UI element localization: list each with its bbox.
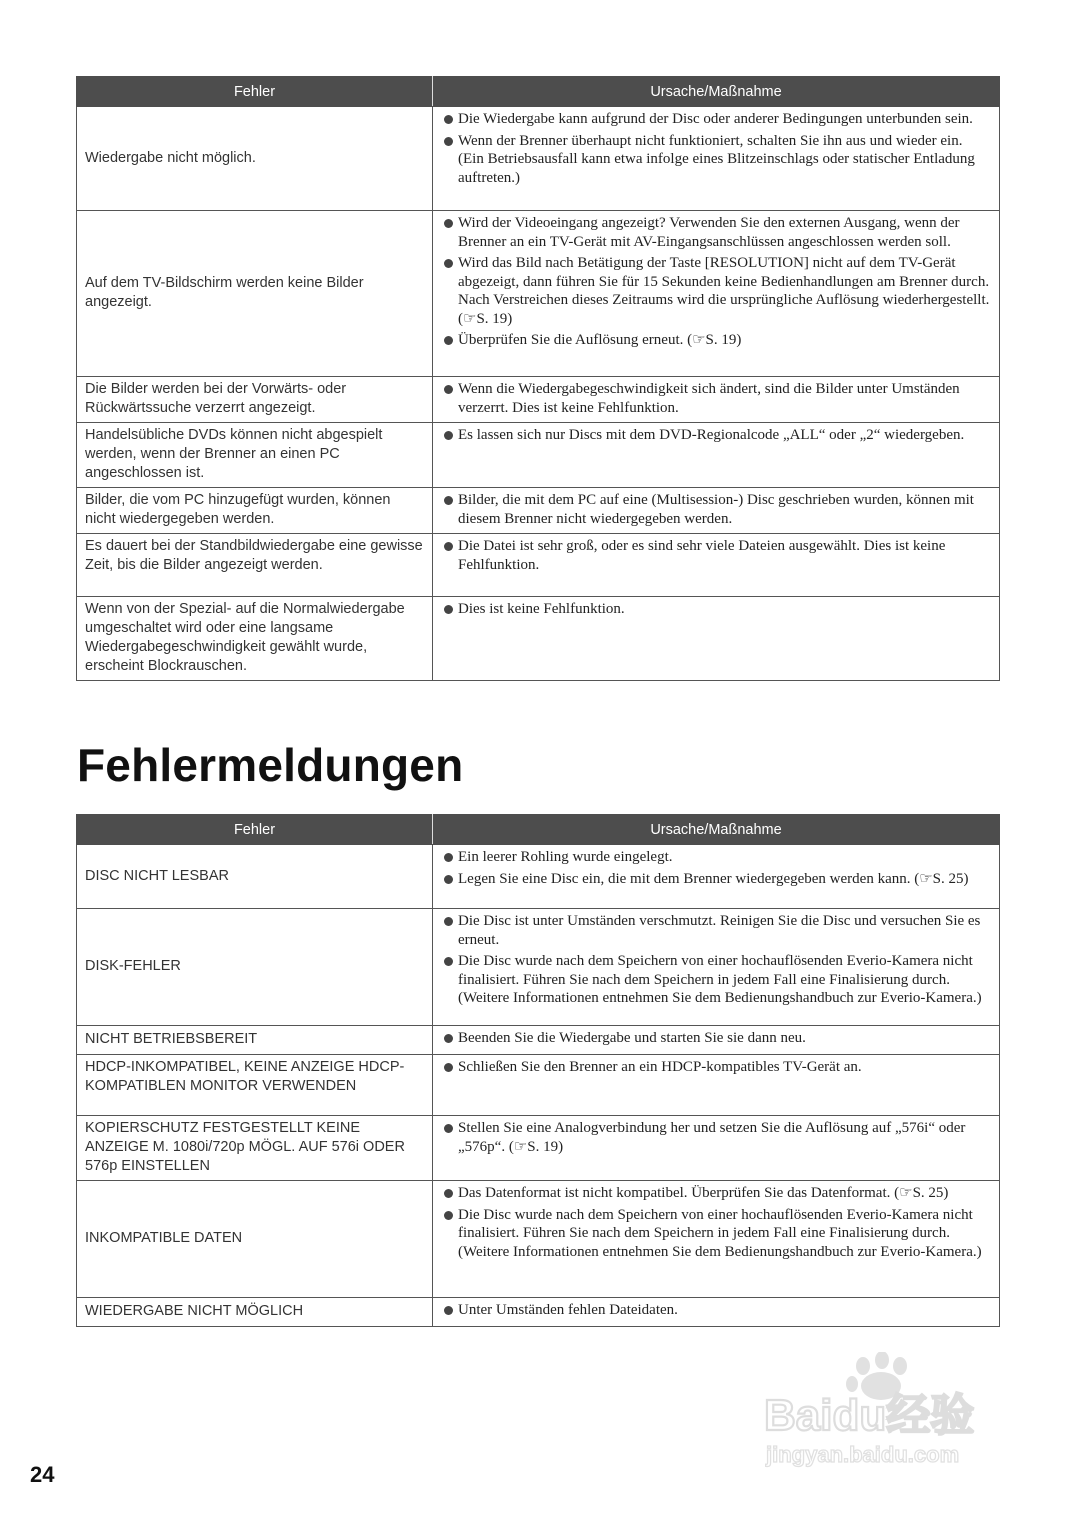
remedy-item: [441, 331, 991, 350]
bullet-icon: [444, 957, 453, 966]
table-row: [77, 597, 1000, 681]
remedy-cell: [433, 211, 1000, 377]
remedy-cell: [433, 597, 1000, 681]
table-row: [77, 211, 1000, 377]
remedy-item: [441, 491, 991, 528]
bullet-icon: [444, 219, 453, 228]
bullet-icon: [444, 1189, 453, 1198]
remedy-text: Unter Umständen fehlen Dateidaten.: [458, 1302, 678, 1318]
remedy-item: [441, 132, 991, 188]
remedy-cell: [433, 845, 1000, 909]
error-cell: KOPIERSCHUTZ FESTGESTELLT KEINE ANZEIGE M. 1080i/720p MÖGL. AUF 576i ODER 576p EINSTELLEN: [77, 1116, 433, 1181]
remedy-text: Die Wiedergabe kann aufgrund der Disc oder anderer Bedingungen unterbunden sein.: [458, 111, 973, 127]
column-header-fehler: Fehler: [77, 77, 433, 107]
remedy-text: Stellen Sie eine Analogverbindung her und setzen Sie die Auflösung auf „576i“ oder „576p“. (☞S. 19): [458, 1120, 966, 1155]
remedy-item: [441, 912, 991, 949]
remedy-text: Die Disc wurde nach dem Speichern von einer hochauflösenden Everio-Kamera nicht finalisiert. Führen Sie nach dem Speichern in jedem Fall eine Finalisierung durch. (Weitere Informationen entnehmen Sie dem Bedienungshandbuch zur Everio-Kamera.): [458, 1206, 982, 1260]
bullet-icon: [444, 137, 453, 146]
baidu-watermark-logo: [760, 1352, 1020, 1482]
remedy-item: [441, 254, 991, 328]
watermark-url: jingyan.baidu.com: [766, 1442, 960, 1467]
remedy-text: Dies ist keine Fehlfunktion.: [458, 601, 625, 617]
bullet-icon: [444, 336, 453, 345]
remedy-item: [441, 1119, 991, 1156]
table-row: [77, 488, 1000, 534]
remedy-item: [441, 1184, 991, 1203]
remedy-text: Die Datei ist sehr groß, oder es sind sehr viele Dateien ausgewählt. Dies ist keine Fehlfunktion.: [458, 538, 946, 573]
remedy-item: [441, 1301, 991, 1320]
remedy-text: Wenn die Wiedergabegeschwindigkeit sich ändert, sind die Bilder unter Umständen verzerrt. Dies ist keine Fehlfunktion.: [458, 381, 960, 416]
table-row: [77, 107, 1000, 211]
bullet-icon: [444, 1063, 453, 1072]
table-row: [77, 1298, 1000, 1327]
table-row: [77, 845, 1000, 909]
error-cell: Auf dem TV-Bildschirm werden keine Bilder angezeigt.: [77, 211, 433, 377]
remedy-text: Die Disc wurde nach dem Speichern von einer hochauflösenden Everio-Kamera nicht finalisiert. Führen Sie nach dem Speichern in jedem Fall eine Finalisierung durch. (Weitere Informationen entnehmen Sie dem Bedienungshandbuch zur Everio-Kamera.): [458, 953, 982, 1006]
bullet-icon: [444, 385, 453, 394]
remedy-text: Überprüfen Sie die Auflösung erneut. (☞S. 19): [458, 332, 742, 348]
remedy-text: Wird der Videoeingang angezeigt? Verwenden Sie den externen Ausgang, wenn der Brenner an ein TV-Gerät mit AV-Eingangsanschlüssen angeschlossen werden soll.: [458, 215, 960, 250]
remedy-text: Bilder, die mit dem PC auf eine (Multisession-) Disc geschrieben wurden, können mit diesem Brenner nicht wiedergegeben werden.: [458, 492, 974, 527]
error-cell: Wiedergabe nicht möglich.: [77, 107, 433, 211]
remedy-cell: [433, 1116, 1000, 1181]
table-header-row: [77, 77, 1000, 107]
remedy-cell: [433, 1026, 1000, 1055]
bullet-icon: [444, 1124, 453, 1133]
bullet-icon: [444, 853, 453, 862]
remedy-cell: [433, 488, 1000, 534]
error-cell: DISK-FEHLER: [77, 909, 433, 1026]
remedy-item: [441, 214, 991, 251]
table-header-row: [77, 815, 1000, 845]
error-cell: WIEDERGABE NICHT MÖGLICH: [77, 1298, 433, 1327]
section-title: Fehlermeldungen: [77, 739, 464, 791]
error-cell: Bilder, die vom PC hinzugefügt wurden, können nicht wiedergegeben werden.: [77, 488, 433, 534]
table-row: [77, 1116, 1000, 1181]
remedy-item: [441, 600, 991, 619]
table-row: [77, 909, 1000, 1026]
error-messages-table: [76, 814, 1000, 1327]
bullet-icon: [444, 259, 453, 268]
remedy-item: [441, 426, 991, 445]
bullet-icon: [444, 875, 453, 884]
remedy-text: Legen Sie eine Disc ein, die mit dem Brenner wiedergegeben werden kann. (☞S. 25): [458, 870, 969, 887]
bullet-icon: [444, 1306, 453, 1315]
watermark-brand: Baidu经验: [764, 1391, 975, 1440]
column-header-ursache: Ursache/Maßnahme: [433, 815, 1000, 845]
remedy-cell: [433, 107, 1000, 211]
table-row: [77, 1181, 1000, 1298]
table-row: [77, 534, 1000, 597]
remedy-item: [441, 870, 991, 889]
remedy-text: Wenn der Brenner überhaupt nicht funktioniert, schalten Sie ihn aus und wieder ein. (Ein Betriebsausfall kann etwa infolge eines Blitzeinschlags oder statischer Entladung auftreten.): [458, 132, 975, 186]
error-cell: Wenn von der Spezial- auf die Normalwiedergabe umgeschaltet wird oder eine langsame Wiedergabegeschwindigkeit gewählt wurde, erscheint Blockrauschen.: [77, 597, 433, 681]
remedy-item: [441, 848, 991, 867]
remedy-item: [441, 1206, 991, 1262]
remedy-cell: [433, 909, 1000, 1026]
remedy-item: [441, 1029, 991, 1048]
remedy-item: [441, 110, 991, 129]
bullet-icon: [444, 1211, 453, 1220]
remedy-text: Das Datenformat ist nicht kompatibel. Überprüfen Sie das Datenformat. (☞S. 25): [458, 1185, 949, 1201]
remedy-cell: [433, 423, 1000, 488]
error-cell: NICHT BETRIEBSBEREIT: [77, 1026, 433, 1055]
error-cell: Die Bilder werden bei der Vorwärts- oder Rückwärtssuche verzerrt angezeigt.: [77, 377, 433, 423]
error-cell: HDCP-INKOMPATIBEL, KEINE ANZEIGE HDCP-KOMPATIBLEN MONITOR VERWENDEN: [77, 1055, 433, 1116]
bullet-icon: [444, 917, 453, 926]
troubleshooting-table: [76, 76, 1000, 681]
remedy-item: [441, 537, 991, 574]
remedy-item: [441, 1058, 991, 1077]
bullet-icon: [444, 542, 453, 551]
error-cell: Es dauert bei der Standbildwiedergabe eine gewisse Zeit, bis die Bilder angezeigt werden.: [77, 534, 433, 597]
remedy-cell: [433, 1298, 1000, 1327]
remedy-text: Die Disc ist unter Umständen verschmutzt. Reinigen Sie die Disc und versuchen Sie es erneut.: [458, 913, 981, 948]
error-cell: INKOMPATIBLE DATEN: [77, 1181, 433, 1298]
error-cell: DISC NICHT LESBAR: [77, 845, 433, 909]
page-number: 24: [30, 1462, 55, 1487]
remedy-cell: [433, 1055, 1000, 1116]
remedy-cell: [433, 377, 1000, 423]
error-cell: Handelsübliche DVDs können nicht abgespielt werden, wenn der Brenner an einen PC angeschlossen ist.: [77, 423, 433, 488]
remedy-text: Ein leerer Rohling wurde eingelegt.: [458, 849, 673, 865]
bullet-icon: [444, 496, 453, 505]
bullet-icon: [444, 605, 453, 614]
table-row: [77, 1055, 1000, 1116]
bullet-icon: [444, 431, 453, 440]
remedy-text: Schließen Sie den Brenner an ein HDCP-kompatibles TV-Gerät an.: [458, 1059, 862, 1075]
column-header-ursache: Ursache/Maßnahme: [433, 77, 1000, 107]
table-row: [77, 423, 1000, 488]
remedy-cell: [433, 1181, 1000, 1298]
remedy-item: [441, 952, 991, 1008]
remedy-text: Es lassen sich nur Discs mit dem DVD-Regionalcode „ALL“ oder „2“ wiedergeben.: [458, 427, 965, 443]
remedy-text: Beenden Sie die Wiedergabe und starten Sie sie dann neu.: [458, 1030, 806, 1046]
remedy-cell: [433, 534, 1000, 597]
table-row: [77, 377, 1000, 423]
table-row: [77, 1026, 1000, 1055]
remedy-item: [441, 380, 991, 417]
bullet-icon: [444, 115, 453, 124]
bullet-icon: [444, 1034, 453, 1043]
column-header-fehler: Fehler: [77, 815, 433, 845]
remedy-text: Wird das Bild nach Betätigung der Taste [RESOLUTION] nicht auf dem TV-Gerät abgezeigt, dann führen Sie für 15 Sekunden keine Bedienhandlungen am Brenner durch. Nach Verstreichen dieses Zeitraums wird die ursprüngliche Auflösung wiederhergestellt. (☞S. 19): [458, 255, 990, 327]
